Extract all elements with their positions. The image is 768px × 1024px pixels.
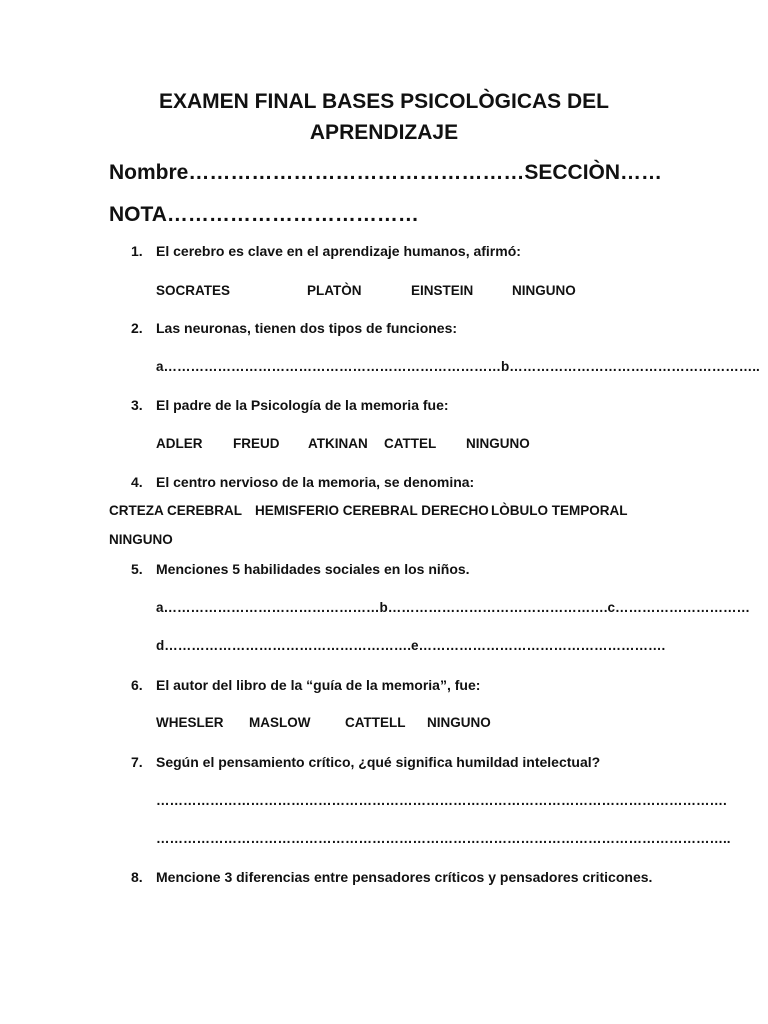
question-3	[131, 397, 449, 413]
question-text: Según el pensamiento crítico, ¿qué significa humildad intelectual?	[156, 754, 601, 770]
exam-title-line-1: EXAMEN FINAL BASES PSICOLÒGICAS DEL	[159, 90, 609, 113]
question-number: 6.	[131, 677, 143, 693]
q2-answer-line: a…………………………………………………………………b………………………………………………..	[156, 359, 760, 374]
question-number: 5.	[131, 561, 143, 577]
question-2	[131, 320, 457, 336]
question-5	[131, 561, 470, 577]
question-number: 3.	[131, 397, 143, 413]
q1-option-socrates: SOCRATES	[156, 283, 231, 298]
q3-option-adler: ADLER	[156, 436, 203, 451]
q4-option-crteza-cerebral: CRTEZA CEREBRAL	[109, 503, 242, 518]
q1-option-einstein: EINSTEIN	[411, 283, 474, 298]
q3-option-ninguno: NINGUNO	[466, 436, 530, 451]
question-text: Menciones 5 habilidades sociales en los niños.	[156, 561, 470, 577]
q1-option-platon: PLATÒN	[307, 283, 362, 298]
q4-option-hemisferio-cerebral-derecho: HEMISFERIO CEREBRAL DERECHO	[255, 503, 489, 518]
question-number: 7.	[131, 754, 143, 770]
q6-option-whesler: WHESLER	[156, 715, 224, 730]
question-text: El centro nervioso de la memoria, se denomina:	[156, 474, 475, 490]
q7-answer-line-2: ………………………………………………………………………………………………………………..	[156, 831, 731, 846]
question-6	[131, 677, 480, 693]
question-text: El cerebro es clave en el aprendizaje humanos, afirmó:	[156, 243, 521, 259]
question-8	[131, 869, 652, 885]
q4-option-ninguno: NINGUNO	[109, 532, 173, 547]
nota-line: NOTA………………………………	[109, 203, 419, 226]
question-4	[131, 474, 474, 490]
q1-option-ninguno: NINGUNO	[512, 283, 576, 298]
question-number: 1.	[131, 243, 143, 259]
q6-option-cattell: CATTELL	[345, 715, 406, 730]
question-1	[131, 243, 521, 259]
question-text: Las neuronas, tienen dos tipos de funciones:	[156, 320, 458, 336]
question-text: Mencione 3 diferencias entre pensadores críticos y pensadores criticones.	[156, 869, 653, 885]
question-text: El autor del libro de la “guía de la memoria”, fue:	[156, 677, 481, 693]
q5-answer-line-2: d……………………………………………….e……………………………………………….	[156, 638, 666, 653]
nombre-seccion-line: Nombre…………………………………………SECCIÒN……	[109, 161, 663, 184]
q5-answer-line-1: a…………………………………………b………………………………………….c…………………………	[156, 600, 751, 615]
q3-option-cattel: CATTEL	[384, 436, 437, 451]
question-number: 2.	[131, 320, 143, 336]
q3-option-atkinan: ATKINAN	[308, 436, 368, 451]
q6-option-maslow: MASLOW	[249, 715, 311, 730]
exam-title-line-2: APRENDIZAJE	[309, 121, 459, 144]
q4-option-lobulo-temporal: LÒBULO TEMPORAL	[491, 503, 628, 518]
question-text: El padre de la Psicología de la memoria fue:	[156, 397, 449, 413]
question-number: 8.	[131, 869, 143, 885]
q6-option-ninguno: NINGUNO	[427, 715, 491, 730]
q7-answer-line-1: ……………………………………………………………………………………………………………….	[156, 793, 727, 808]
question-number: 4.	[131, 474, 143, 490]
q3-option-freud: FREUD	[233, 436, 280, 451]
question-7	[131, 754, 600, 770]
